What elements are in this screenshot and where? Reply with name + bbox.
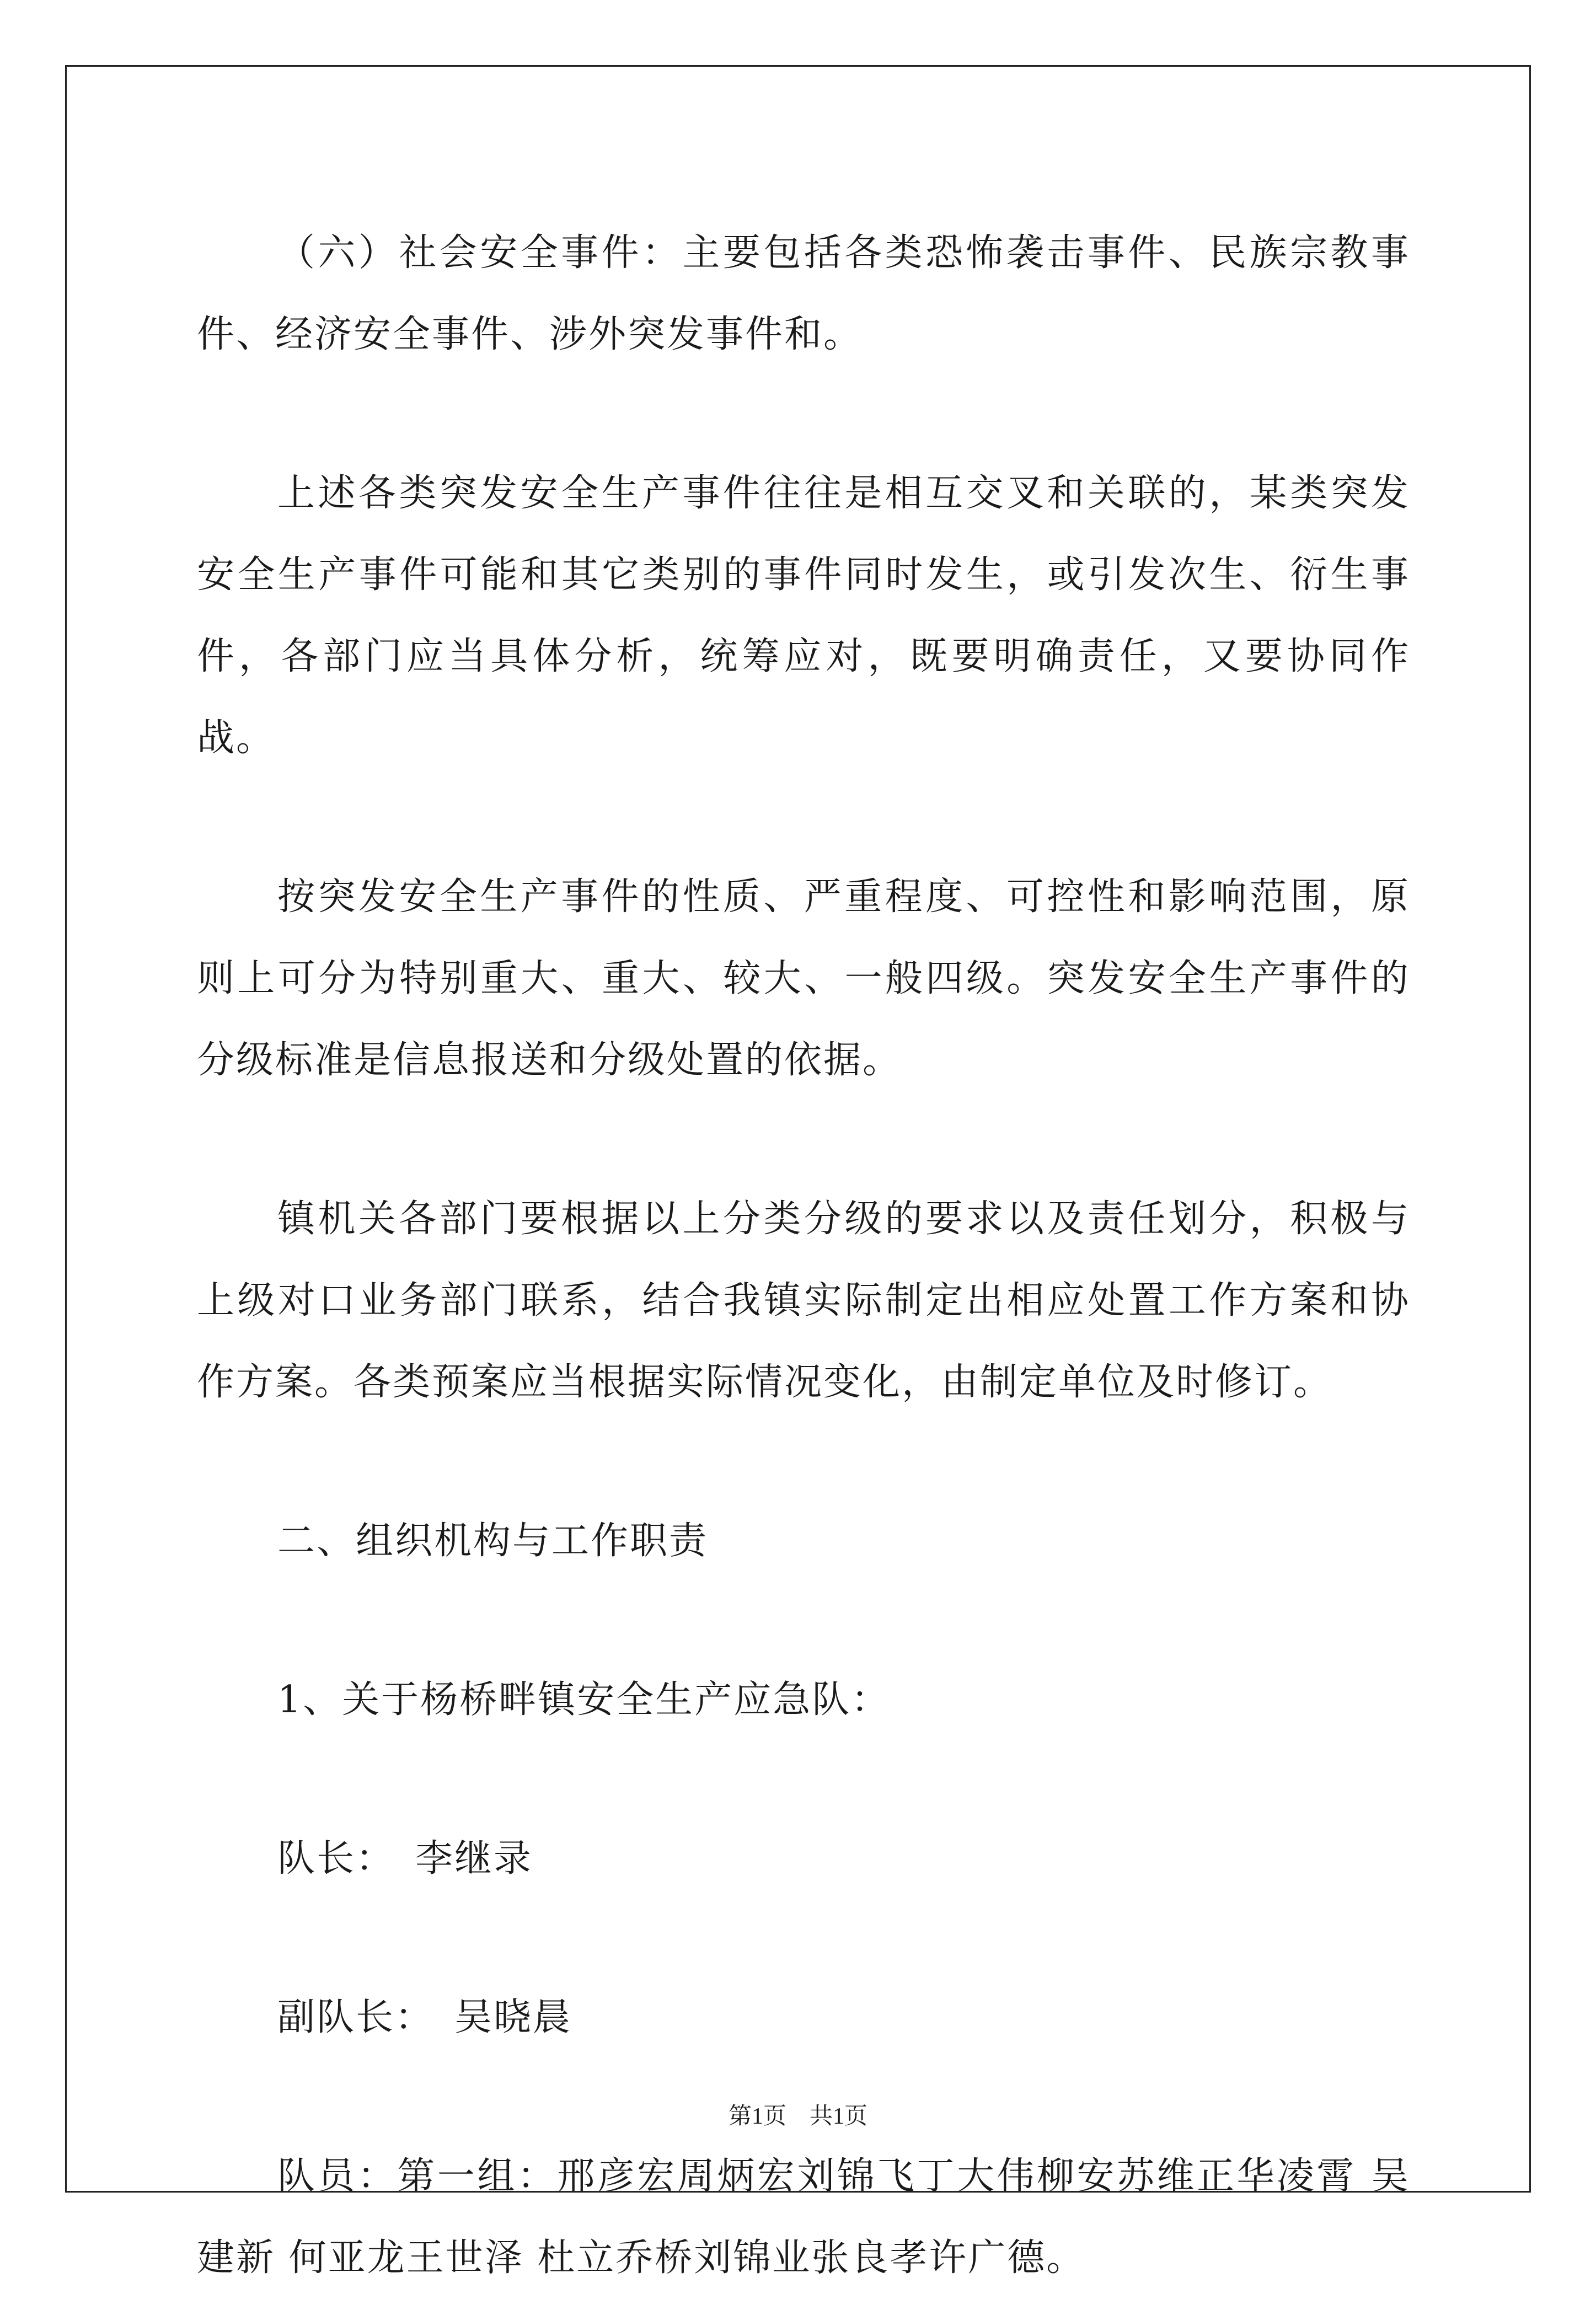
document-body — [197, 212, 1410, 2299]
paragraph-event-grading: 按突发安全生产事件的性质、严重程度、可控性和影响范围，原则上可分为特别重大、重大、较大、一般四级。突发安全生产事件的分级标准是信息报送和分级处置的依据。 — [197, 875, 1410, 1082]
team-members: 队员：第一组：邢彦宏周炳宏刘锦飞丁大伟柳安苏维正华凌霄 吴建新 何亚龙王世泽 杜立乔桥刘锦业张良孝许广德。 — [197, 2155, 1410, 2280]
team-leader: 队长： 李继录 — [277, 1837, 533, 1880]
paragraph-department-requirements: 镇机关各部门要根据以上分类分级的要求以及责任划分，积极与上级对口业务部门联系，结合我镇实际制定出相应处置工作方案和协作方案。各类预案应当根据实际情况变化，由制定单位及时修订。 — [197, 1197, 1410, 1404]
page-footer: 第1页 共1页 — [728, 2104, 867, 2129]
paragraph-event-correlation: 上述各类突发安全生产事件往往是相互交叉和关联的，某类突发安全生产事件可能和其它类别的事件同时发生，或引发次生、衍生事件，各部门应当具体分析，统筹应对，既要明确责任，又要协同作战。 — [197, 471, 1410, 760]
section-heading: 二、组织机构与工作职责 — [277, 1519, 709, 1563]
team-title: 1、关于杨桥畔镇安全生产应急队： — [277, 1678, 891, 1722]
paragraph-social-security-events: （六）社会安全事件：主要包括各类恐怖袭击事件、民族宗教事件、经济安全事件、涉外突发事件和。 — [197, 231, 1410, 356]
team-deputy-leader: 副队长： 吴晓晨 — [277, 1996, 572, 2039]
